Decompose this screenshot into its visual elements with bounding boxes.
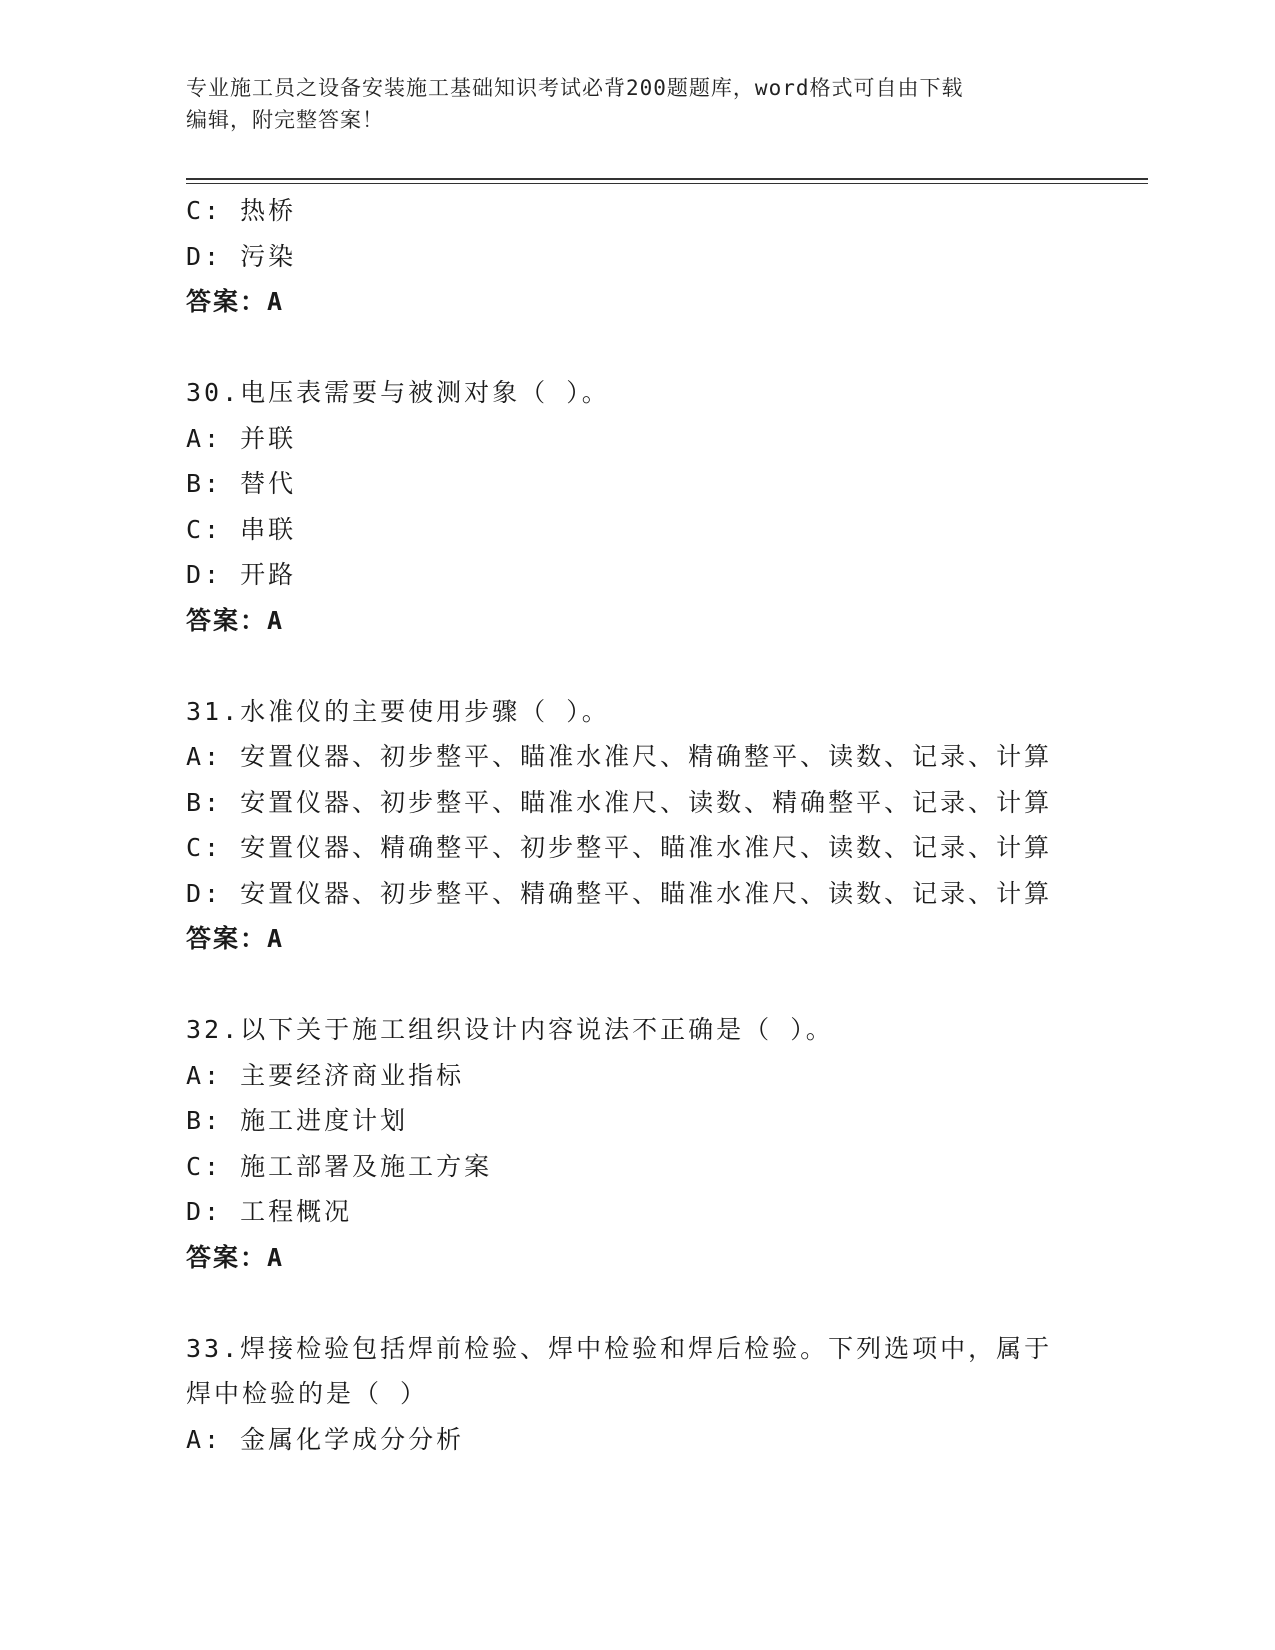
question-stem-line-2: 焊中检验的是（ ） bbox=[186, 1379, 429, 1408]
option-d: D: 安置仪器、初步整平、精确整平、瞄准水准尺、读数、记录、计算 bbox=[186, 878, 1053, 908]
answer: 答案：A bbox=[186, 924, 285, 953]
spacer bbox=[186, 1280, 1086, 1326]
option-d: D: 开路 bbox=[186, 560, 297, 589]
question-stem: 30.电压表需要与被测对象（ ）。 bbox=[186, 378, 610, 407]
question-29-tail bbox=[186, 188, 1086, 325]
option-d: D: 工程概况 bbox=[186, 1197, 353, 1226]
option-b: B: 替代 bbox=[186, 469, 297, 498]
option-c: C: 安置仪器、精确整平、初步整平、瞄准水准尺、读数、记录、计算 bbox=[186, 833, 1053, 862]
spacer bbox=[186, 962, 1086, 1008]
header-line-1: 专业施工员之设备安装施工基础知识考试必背200题题库，word格式可自由下载 bbox=[186, 76, 964, 100]
option-a: A: 主要经济商业指标 bbox=[186, 1060, 465, 1090]
option-b: B: 安置仪器、初步整平、瞄准水准尺、读数、精确整平、记录、计算 bbox=[186, 787, 1053, 817]
question-list bbox=[186, 188, 1086, 1462]
question-stem: 32.以下关于施工组织设计内容说法不正确是（ ）。 bbox=[186, 1015, 834, 1044]
question-31 bbox=[186, 689, 1086, 962]
spacer bbox=[186, 643, 1086, 689]
option-a: A: 金属化学成分分析 bbox=[186, 1424, 465, 1454]
option-b: B: 施工进度计划 bbox=[186, 1106, 409, 1135]
header-rule-thin bbox=[186, 183, 1148, 184]
document-header bbox=[186, 72, 1086, 136]
answer: 答案：A bbox=[186, 1242, 285, 1272]
option-d: D: 污染 bbox=[186, 241, 297, 271]
question-30 bbox=[186, 370, 1086, 643]
option-a: A: 安置仪器、初步整平、瞄准水准尺、精确整平、读数、记录、计算 bbox=[186, 742, 1053, 771]
header-line-2: 编辑，附完整答案！ bbox=[186, 108, 384, 132]
answer: 答案：A bbox=[186, 287, 285, 316]
header-rule-thick bbox=[186, 178, 1148, 180]
answer: 答案：A bbox=[186, 605, 285, 635]
option-c: C: 施工部署及施工方案 bbox=[186, 1151, 493, 1181]
question-32 bbox=[186, 1007, 1086, 1280]
question-33 bbox=[186, 1326, 1086, 1463]
question-stem-line-1: 33.焊接检验包括焊前检验、焊中检验和焊后检验。下列选项中，属于 bbox=[186, 1333, 1053, 1363]
question-stem: 31.水准仪的主要使用步骤（ ）。 bbox=[186, 696, 610, 726]
option-a: A: 并联 bbox=[186, 423, 297, 453]
spacer bbox=[186, 325, 1086, 371]
option-c: C: 串联 bbox=[186, 514, 297, 544]
option-c: C: 热桥 bbox=[186, 196, 297, 225]
